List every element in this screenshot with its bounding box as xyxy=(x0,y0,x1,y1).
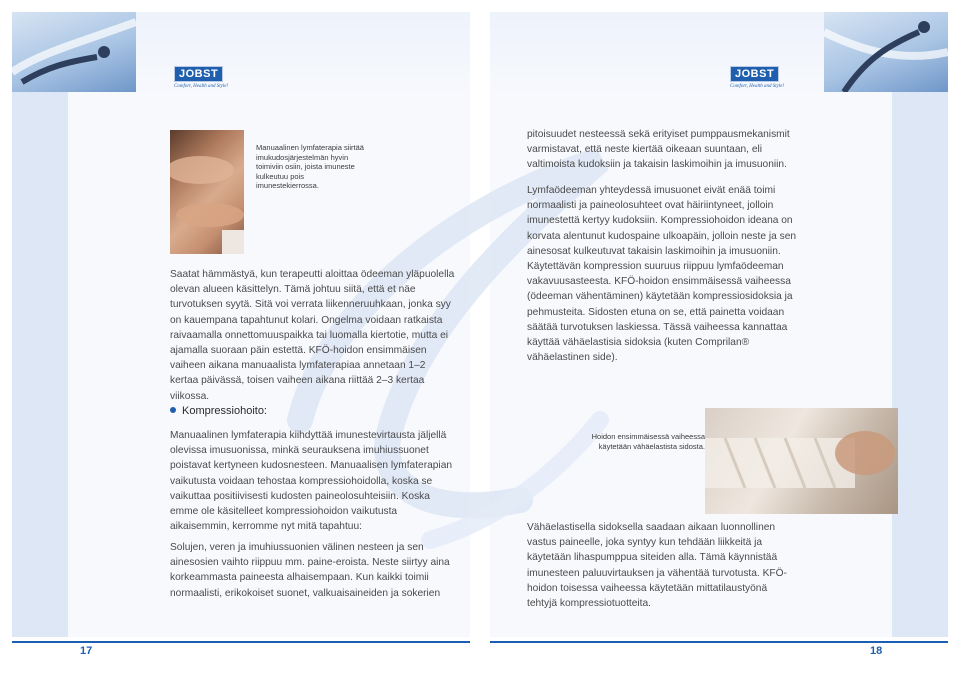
paragraph-text: Lymfaödeeman yhteydessä imusuonet eivät enää toimi normaalisti ja paineolosuhteet ovat häiriintyneet, jolloin imunestettä kertyy kudoksiin. Kompressiohoidon ideana on korvata alentunut kudospaine ulkoapäin, jolloin neste ja sen ainesosat kulkeutuvat takaisin laskimoihin ja imusuoniin. Käytettävän kompression suuruus riippuu lymfaödeeman vakavuusasteesta. KFÖ-hoidon ensimmäisessä vaiheessa (ödeeman vähentäminen) käytetään kompressiosidoksia ja pehmusteita. Sidosten etuna on se, että painetta voidaan säätää turvotuksen laskiessa. Tässä vaiheessa kannattaa käyttää vähäelastisia sidoksia (kuten Comprilan® vähäelastinen side). xyxy=(527,185,797,364)
page-number-right: 18 xyxy=(870,645,883,657)
footer-divider-right xyxy=(490,641,948,643)
corner-photo-left xyxy=(12,12,136,92)
left-paragraph-2 xyxy=(170,428,455,534)
dancer-icon xyxy=(12,12,136,92)
paragraph-text: Saatat hämmästyä, kun terapeutti aloittaa ödeeman yläpuolella olevan alueen käsittelyn. Tämä johtuu siitä, että et näe turvotuksen syytä. Sitä voi verrata liikenneruuhkaan, jonka syy on kauempana tapahtunut kolari. Ongelma voidaan ratkaista raivaamalla onnettomuuspaikka tai luomalla kiertotie, mutta ei ajamalla suoraan päin estettä. KFÖ-hoidon ensimmäisen vaiheen aikana manuaalista lymfaterapiaa annetaan 1–2 kertaa päivässä, toisen vaiheen aikana riittää 2–3 kertaa viikossa. xyxy=(170,269,455,402)
right-paragraph-3 xyxy=(527,520,797,611)
logo-tagline: Comfort, Health and Style! xyxy=(730,84,785,89)
photo-caption-left: Manuaalinen lymfaterapia siirtää imukudosjärjestelmän hyvin toimiviin osiin, joista imuneste kulkeutuu pois imunestekierrossa. xyxy=(256,143,364,190)
page-number-left: 17 xyxy=(80,645,93,657)
lymph-therapy-photo xyxy=(170,130,244,254)
hands-illustration xyxy=(170,130,244,254)
jobst-logo-left xyxy=(174,64,228,89)
logo-wordmark: JOBST xyxy=(174,66,223,82)
paragraph-text: Vähäelastisella sidoksella saadaan aikaan luonnollinen vastus paineelle, joka syntyy kun tehdään liikkeitä ja käytetään lihaspumppua siteiden alla. Tämä käynnistää imunesteen paluuvirtauksen ja vähentää turvotusta. KFÖ-hoidon toisessa vaiheessa käytetään mittatilaustyönä tehtyjä kompressiotuotteita. xyxy=(527,522,787,610)
left-paragraph-3 xyxy=(170,540,455,601)
paragraph-text: Manuaalinen lymfaterapia kiihdyttää imunestevirtausta jäljellä olevissa imusuonissa, minkä seurauksena imuhiussuonet poistavat kertyneen kudosnesteen. Manuaalisen lymfaterapian vaikutusta voidaan tehostaa kompressiohoidolla, koska se vaikuttaa positiivisesti kudosten paineolosuhteisiin. Koska emme ole käsitelleet kompressiohoidon vaikutusta aikaisemmin, kerromme nyt mitä tapahtuu: xyxy=(170,430,453,533)
bullet-icon xyxy=(170,407,176,413)
bandage-photo xyxy=(705,408,898,514)
right-paragraph-2 xyxy=(527,183,797,365)
jobst-logo-right xyxy=(730,64,784,89)
photo-caption-right: Hoidon ensimmäisessä vaiheessa käytetään vähäelastista sidosta. xyxy=(591,432,705,451)
paragraph-text: pitoisuudet nesteessä sekä erityiset pumppausmekanismit varmistavat, että neste kiertää oikeaan suuntaan, eli valtimoista kudoksiin ja takaisin laskimoihin ja imusuoniin. xyxy=(527,129,790,171)
paragraph-text: Solujen, veren ja imuhiussuonien välinen nesteen ja sen ainesosien vaihto riippuu mm. paine-eroista. Neste siirtyy aina korkeammasta paineesta alhaisempaan. Kun kaikki toimii normaalisti, erikokoiset suonet, valkuaisaineiden ja sokerien xyxy=(170,542,450,599)
logo-wordmark: JOBST xyxy=(730,66,779,82)
footer-divider-left xyxy=(12,641,470,643)
section-heading xyxy=(170,405,267,417)
left-paragraph-1 xyxy=(170,267,455,404)
logo-tagline: Comfort, Health and Style! xyxy=(174,84,229,89)
heading-text: Kompressiohoito: xyxy=(182,405,267,417)
dancer-icon xyxy=(824,12,948,92)
corner-photo-right xyxy=(824,12,948,92)
bandaged-arm-illustration xyxy=(705,408,898,514)
right-paragraph-1 xyxy=(527,127,797,173)
